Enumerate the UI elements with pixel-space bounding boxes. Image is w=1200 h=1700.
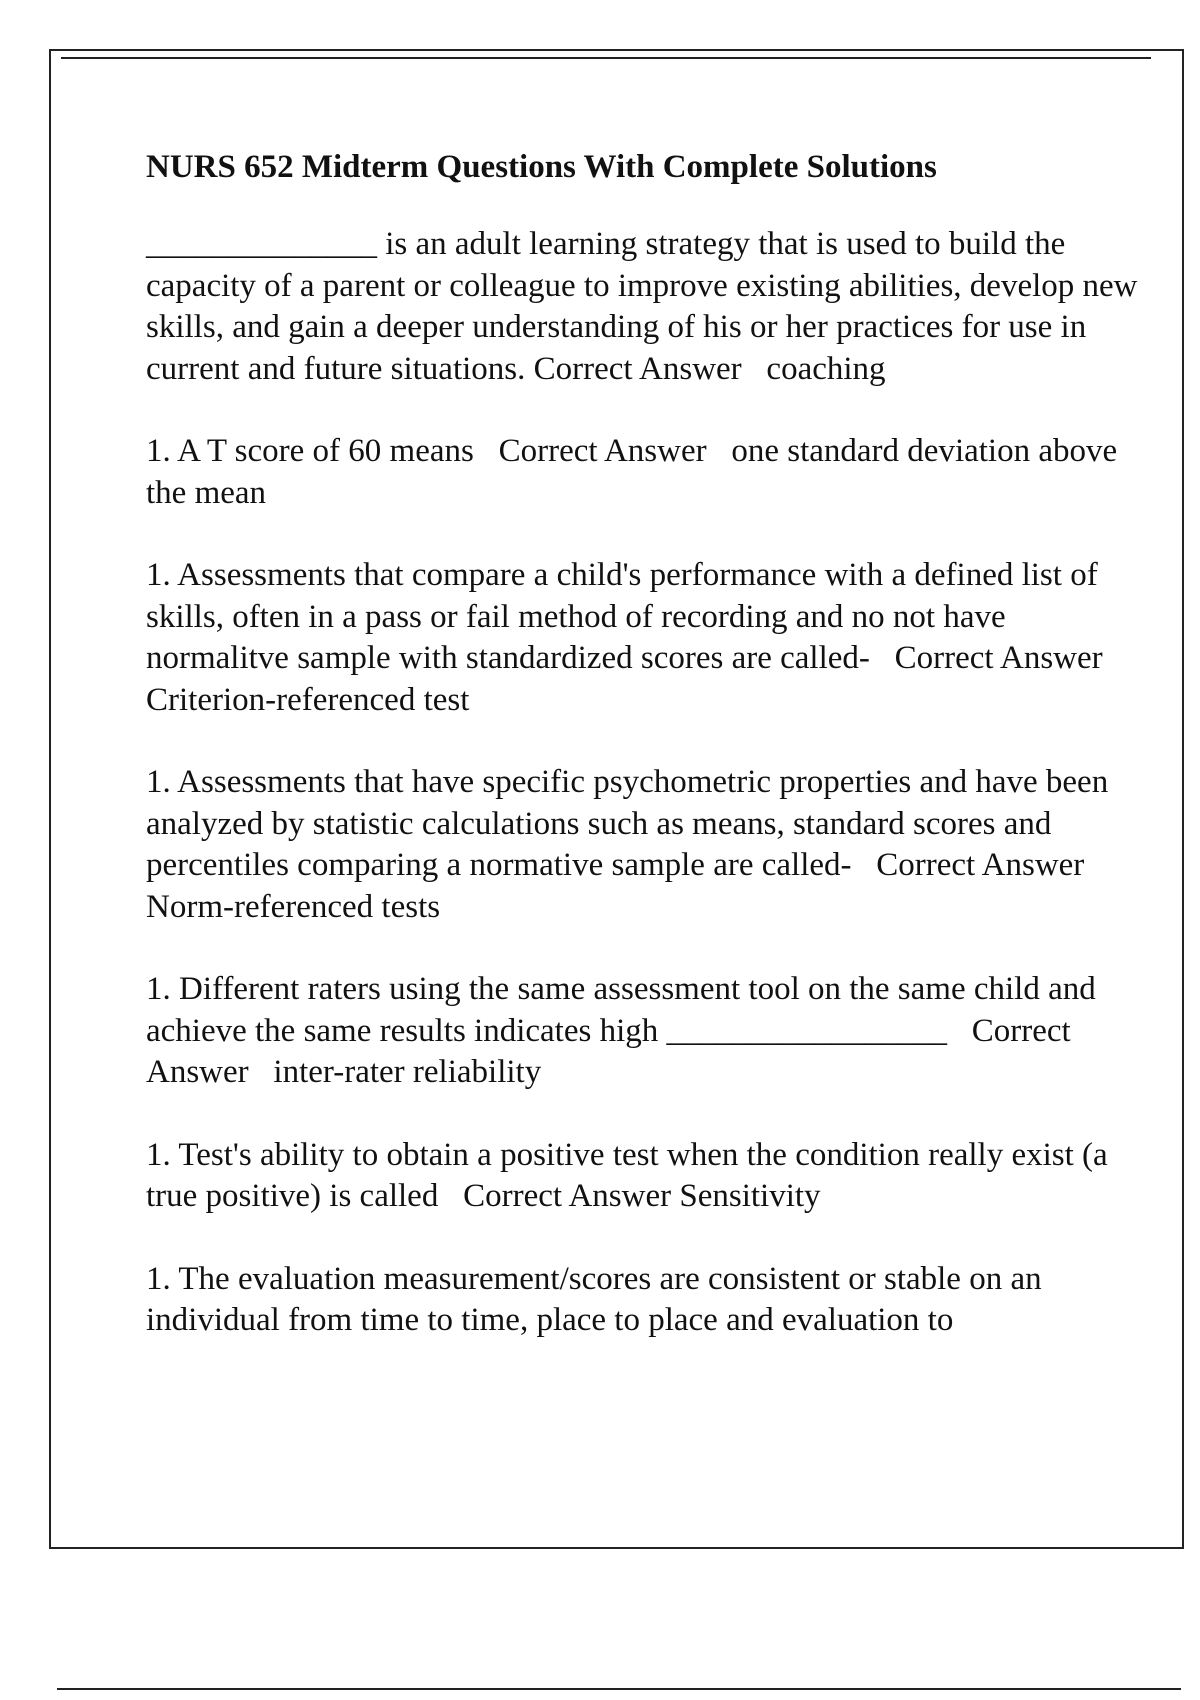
document-title: NURS 652 Midterm Questions With Complete Solutions bbox=[146, 149, 937, 185]
question-text: ______________ is an adult learning strategy that is used to build the capacity of a parent or colleague to improve existing abilities, develop new skills, and gain a deeper understanding of his or her practices for use in current and future situations. bbox=[146, 226, 1138, 387]
question-text: 1. Assessments that compare a child's performance with a defined list of skills, often in a pass or fail method of recording and no not have normalitve sample with standardized scores are called- bbox=[146, 557, 1098, 676]
answer-text: Norm-referenced tests bbox=[146, 888, 441, 925]
answer-label: Correct Answer bbox=[146, 1012, 1071, 1090]
qa-item bbox=[146, 555, 1146, 721]
qa-item bbox=[146, 1135, 1146, 1218]
answer-label: Correct Answer bbox=[894, 640, 1103, 676]
top-rule bbox=[61, 57, 1151, 59]
answer-text: coaching bbox=[766, 350, 886, 387]
qa-item bbox=[146, 969, 1146, 1094]
bottom-rule bbox=[57, 1688, 1181, 1690]
question-text: 1. Test's ability to obtain a positive test when the condition really exist (a true positive) is called bbox=[146, 1136, 1108, 1214]
qa-item bbox=[146, 762, 1146, 928]
question-text: 1. A T score of 60 means bbox=[146, 433, 474, 469]
question-text: 1. Different raters using the same assessment tool on the same child and achieve the same results indicates high _________________ bbox=[146, 971, 1096, 1049]
answer-text: one standard deviation above the mean bbox=[146, 433, 1118, 511]
answer-label: Correct Answer bbox=[498, 433, 707, 469]
qa-item bbox=[146, 224, 1146, 390]
qa-item bbox=[146, 431, 1146, 514]
page-frame bbox=[49, 49, 1184, 1549]
document-body bbox=[146, 147, 1146, 1383]
answer-text: Sensitivity bbox=[679, 1178, 821, 1214]
answer-label: Correct Answer bbox=[876, 847, 1085, 883]
answer-text: inter-rater reliability bbox=[273, 1054, 542, 1090]
answer-text: Criterion-referenced test bbox=[146, 681, 470, 718]
answer-label: Correct Answer bbox=[463, 1178, 672, 1214]
answer-label: Correct Answer bbox=[533, 350, 742, 387]
question-text: 1. Assessments that have specific psychometric properties and have been analyzed by statistic calculations such as means, standard scores and percentiles comparing a normative sample are called- bbox=[146, 764, 1109, 883]
question-text: 1. The evaluation measurement/scores are consistent or stable on an individual from time to time, place to place and evaluation to bbox=[146, 1260, 1042, 1338]
qa-item bbox=[146, 1259, 1146, 1342]
